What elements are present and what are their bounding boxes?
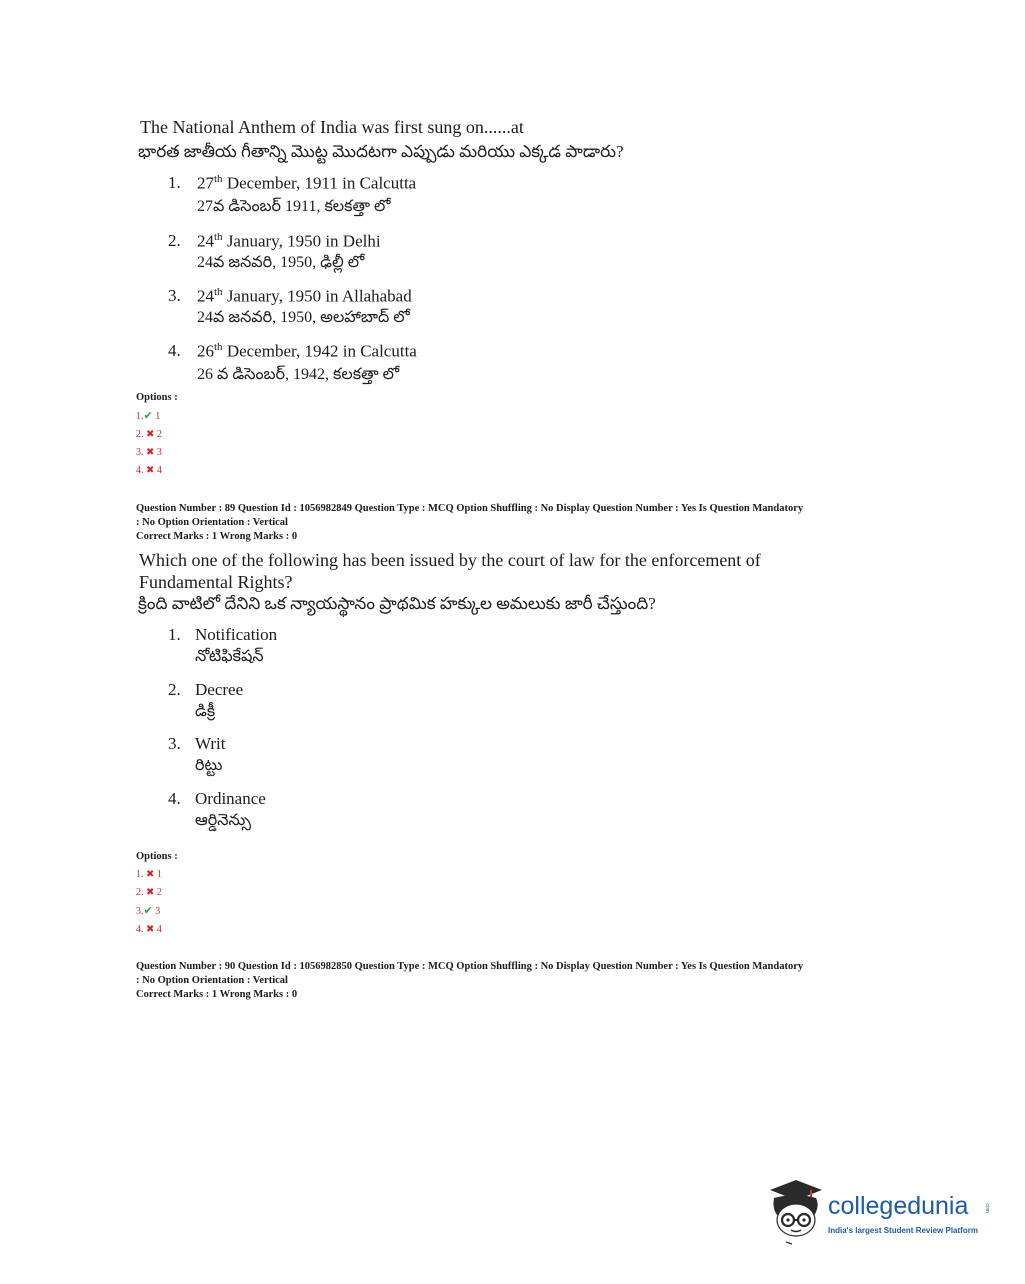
wrong-cross-icon: ✖ [146, 887, 155, 898]
logo-wordmark: collegedunia [828, 1192, 969, 1220]
q88-answer-4: 4. ✖ 4 [136, 465, 162, 476]
logo-com: .com [984, 1202, 990, 1213]
question-88-text-te: భారత జాతీయ గీతాన్ని మొట్ట మొదటగా ఎప్పుడు మరియు ఎక్కడ పాడారు? [138, 142, 624, 161]
q88-option-4-te: 26 వ డిసెంబర్, 1942, కలకత్తా లో [197, 366, 400, 383]
question-89-text-en-line2: Fundamental Rights? [139, 572, 293, 592]
wrong-cross-icon: ✖ [146, 465, 155, 476]
logo-tagline: India's largest Student Review Platform [828, 1226, 978, 1235]
question-89-text-te: క్రింది వాటిలో దేనిని ఒక న్యాయస్థానం ప్రాథమిక హక్కుల అమలుకు జారీ చేస్తుంది? [138, 594, 656, 613]
q88-option-4: 4. 26th December, 1942 in Calcutta 26 వ డిసెంబర్, 1942, కలకత్తా లో [168, 341, 181, 361]
q89-answer-2: 2. ✖ 2 [136, 887, 162, 898]
mascot-logo-icon [766, 1176, 826, 1246]
collegedunia-logo [766, 1176, 996, 1246]
q89-option-4-te: ఆర్డినెన్సు [195, 812, 252, 829]
q88-options-title: Options : [136, 392, 178, 403]
q89-answer-list [136, 866, 162, 939]
q89-option-3-en: Writ [195, 734, 226, 753]
q88-option-2-te: 24వ జనవరి, 1950, ఢిల్లీ లో [197, 254, 365, 271]
q89-option-2: 2. Decree డిక్రీ [168, 680, 181, 700]
question-88-text-en: The National Anthem of India was first sung on......at [140, 117, 524, 137]
q89-option-1-te: నోటిఫికేషన్ [195, 648, 264, 665]
q89-option-1-en: Notification [195, 625, 278, 644]
q88-answer-3: 3. ✖ 3 [136, 447, 162, 458]
q88-option-1-te: 27వ డిసెంబర్ 1911, కలకత్తా లో [197, 198, 391, 215]
q89-option-3: 3. Writ రిట్టు [168, 734, 181, 754]
q89-options-title: Options : [136, 851, 178, 862]
correct-check-icon: ✔ [143, 905, 153, 917]
q88-answer-list [136, 407, 162, 480]
q89-option-2-en: Decree [195, 680, 244, 699]
q88-option-3-te: 24వ జనవరి, 1950, అలహాబాద్ లో [197, 309, 410, 326]
q88-option-1: 1. 27th December, 1911 in Calcutta 27వ డిసెంబర్ 1911, కలకత్తా లో [168, 173, 181, 193]
correct-check-icon: ✔ [143, 410, 153, 422]
q89-option-1: 1. Notification నోటిఫికేషన్ [168, 625, 181, 645]
q89-option-2-te: డిక్రీ [195, 703, 216, 720]
q89-option-4-en: Ordinance [195, 789, 266, 808]
q89-answer-4: 4. ✖ 4 [136, 924, 162, 935]
q88-option-3-en: 24th January, 1950 in Allahabad [197, 286, 412, 306]
q88-option-4-en: 26th December, 1942 in Calcutta [197, 341, 417, 361]
q88-option-2: 2. 24th January, 1950 in Delhi 24వ జనవరి, 1950, ఢిల్లీ లో [168, 231, 181, 251]
q89-answer-1: 1. ✖ 1 [136, 869, 162, 880]
q89-option-3-te: రిట్టు [195, 757, 223, 774]
wrong-cross-icon: ✖ [146, 447, 155, 458]
q88-option-3: 3. 24th January, 1950 in Allahabad 24వ జనవరి, 1950, అలహాబాద్ లో [168, 286, 181, 306]
q89-meta: Question Number : 89 Question Id : 1056982849 Question Type : MCQ Option Shuffling : No Display Question Number : Yes Is Question Mandatory : No Option Orientation : Vertical Correct Marks : 1 Wrong Marks : 0 [136, 503, 804, 542]
q89-option-4: 4. Ordinance ఆర్డినెన్సు [168, 789, 181, 809]
q88-answer-2: 2. ✖ 2 [136, 429, 162, 440]
question-89-text-en-line1: Which one of the following has been issued by the court of law for the enforcement of [139, 550, 761, 570]
q90-meta: Question Number : 90 Question Id : 1056982850 Question Type : MCQ Option Shuffling : No Display Question Number : Yes Is Question Mandatory : No Option Orientation : Vertical Correct Marks : 1 Wrong Marks : 0 [136, 961, 804, 1000]
wrong-cross-icon: ✖ [146, 869, 155, 880]
wrong-cross-icon: ✖ [146, 924, 155, 935]
q88-option-1-en: 27th December, 1911 in Calcutta [197, 173, 417, 193]
q89-answer-3: 3.✔ 3 [136, 905, 161, 917]
wrong-cross-icon: ✖ [146, 429, 155, 440]
q88-option-2-en: 24th January, 1950 in Delhi [197, 231, 381, 251]
q88-answer-1: 1.✔ 1 [136, 410, 161, 422]
